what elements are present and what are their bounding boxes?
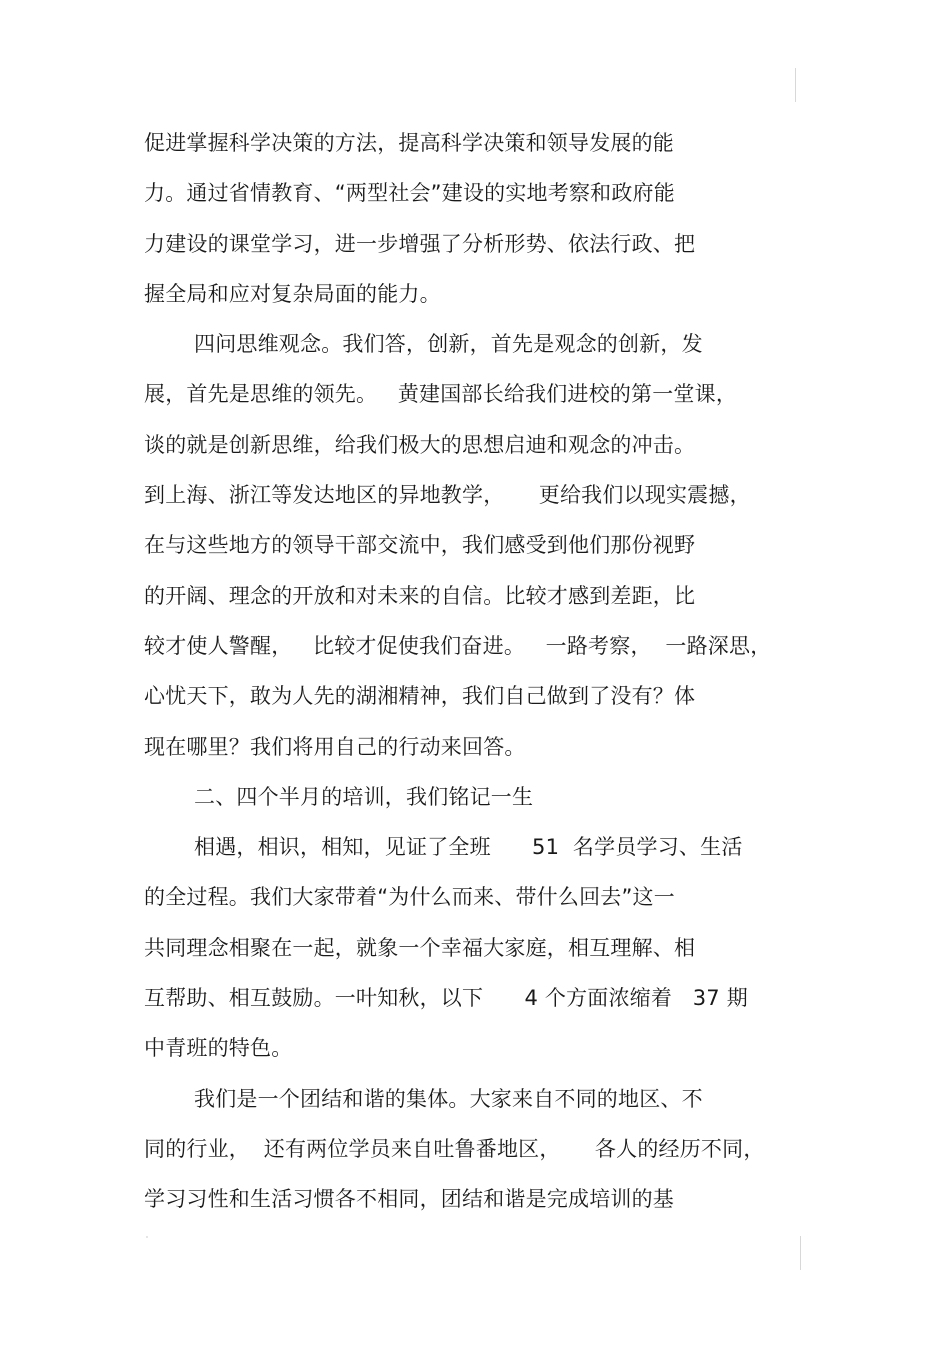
text-line: 到上海、浙江等发达地区的异地教学， 更给我们以现实震撼，	[144, 483, 751, 508]
page-edge-dot	[146, 1236, 148, 1238]
text-line: 展，首先是思维的领先。 黄建国部长给我们进校的第一堂课，	[144, 382, 738, 407]
page-edge-mark-top	[795, 68, 796, 102]
text-line: 中青班的特色。	[144, 1036, 293, 1061]
text-line: 的全过程。我们大家带着“为什么而来、带什么回去”这一	[144, 885, 675, 910]
text-line: 握全局和应对复杂局面的能力。	[144, 281, 441, 306]
body-text	[144, 118, 814, 1225]
paragraph-start-line: 四问思维观念。我们答，创新，首先是观念的创新，发	[194, 332, 703, 357]
text-line: 在与这些地方的领导干部交流中，我们感受到他们那份视野	[144, 533, 696, 558]
text-line: 心忧天下，敢为人先的湖湘精神，我们自己做到了没有？体	[144, 684, 696, 709]
text-line: 学习习性和生活习惯各不相同，团结和谐是完成培训的基	[144, 1187, 674, 1212]
text-line: 促进掌握科学决策的方法，提高科学决策和领导发展的能	[144, 131, 674, 155]
page-edge-mark-bottom	[800, 1236, 801, 1270]
text-line: 谈的就是创新思维，给我们极大的思想启迪和观念的冲击。	[144, 432, 696, 457]
text-line: 共同理念相聚在一起，就象一个幸福大家庭，相互理解、相	[144, 935, 696, 960]
text-line: 同的行业， 还有两位学员来自吐鲁番地区， 各人的经历不同，	[144, 1136, 765, 1161]
text-line: 力建设的课堂学习，进一步增强了分析形势、依法行政、把	[144, 231, 696, 256]
text-line: 现在哪里？我们将用自己的行动来回答。	[144, 734, 526, 759]
paragraph-start-line: 我们是一个团结和谐的集体。大家来自不同的地区、不	[194, 1086, 703, 1111]
text-line: 互帮助、相互鼓励。一叶知秋，以下 4 个方面浓缩着 37 期	[144, 986, 748, 1011]
paragraph-start-line: 相遇，相识，相知，见证了全班 51 名学员学习、生活	[194, 835, 743, 860]
text-line: 较才使人警醒， 比较才促使我们奋进。 一路考察， 一路深思，	[144, 633, 772, 658]
text-line: 的开阔、理念的开放和对未来的自信。比较才感到差距，比	[144, 583, 696, 608]
section-heading: 二、四个半月的培训，我们铭记一生	[194, 784, 534, 809]
text-line: 力。通过省情教育、“两型社会”建设的实地考察和政府能	[144, 181, 675, 206]
